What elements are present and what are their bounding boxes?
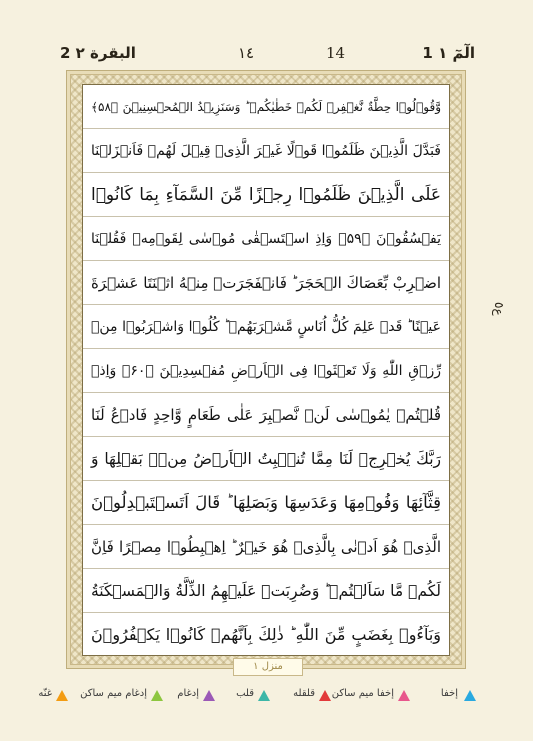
legend-label: إخفا xyxy=(440,688,458,699)
legend-label: قلب xyxy=(236,688,254,699)
legend-item xyxy=(165,686,219,708)
text-line: قُلۡتُمۡ يٰمُوۡسٰى لَنۡ نَّصۡبِرَ عَلٰى طَعَامٍ وَّاحِدٍ فَادۡعُ لَنَا xyxy=(83,393,449,437)
triangle-icon xyxy=(398,690,410,701)
triangle-icon xyxy=(56,690,68,701)
text-line: الَّذِىۡ هُوَ اَدۡنٰى بِالَّذِىۡ هُوَ خَيۡرٌ ؕ اِهۡبِطُوۡا مِصۡرًا فَاِنَّ xyxy=(83,525,449,569)
legend-item xyxy=(222,686,274,708)
legend-label: إخفا ميم ساكن xyxy=(331,688,394,699)
text-line: يَفۡسُقُوۡنَ ﴿۵۹﴾ وَاِذِ اسۡتَسۡقٰى مُوۡسٰى لِقَوۡمِهٖ فَقُلۡنَا xyxy=(83,217,449,261)
tajweed-legend xyxy=(0,686,533,708)
text-line: اضۡرِبْ بِّعَصَاكَ الۡحَجَرَ ؕ فَانۡفَجَرَتۡ مِنۡهُ اثۡنَتَا عَشۡرَةَ xyxy=(83,261,449,305)
legend-label: إدغام xyxy=(177,688,199,699)
text-line: رِّزۡقِ اللّٰهِ وَلَا تَعۡثَوۡا فِى الۡاَرۡضِ مُفۡسِدِيۡنَ ﴿۶۰﴾ وَاِذۡ xyxy=(83,349,449,393)
legend-item xyxy=(22,686,72,708)
juz-name: 1 الٓمٓ ١ xyxy=(422,44,475,62)
text-line: عَيۡنًا ؕ قَدۡ عَلِمَ كُلُّ اُنَاسٍ مَّشۡرَبَهُمۡ ؕ كُلُوۡا وَاشۡرَبُوۡا مِنۡ xyxy=(83,305,449,349)
triangle-icon xyxy=(464,690,476,701)
legend-item xyxy=(75,686,167,708)
legend-label: قلقله xyxy=(293,688,315,699)
legend-label: غنّه xyxy=(38,688,52,699)
text-line: عَلَى الَّذِيۡنَ ظَلَمُوۡا رِجۡزًا مِّنَ السَّمَآءِ بِمَا كَانُوۡا xyxy=(83,173,449,217)
legend-label: إدغام ميم ساكن xyxy=(80,688,147,699)
page-number-arabic: ١٤ xyxy=(238,44,255,62)
triangle-icon xyxy=(258,690,270,701)
text-line: فَبَدَّلَ الَّذِيۡنَ ظَلَمُوۡا قَوۡلًا غَيۡرَ الَّذِىۡ قِيۡلَ لَهُمۡ فَاَنۡزَلۡنَا xyxy=(83,129,449,173)
triangle-icon xyxy=(203,690,215,701)
legend-item xyxy=(275,686,335,708)
ruku-marker: ع٥ xyxy=(492,302,506,316)
surah-name: 2 البقرة ٢ xyxy=(60,44,136,62)
page-number: 14 xyxy=(326,44,346,62)
quran-text-panel xyxy=(82,84,450,656)
triangle-icon xyxy=(319,690,331,701)
manzil-marker: منزل ١ xyxy=(233,658,303,676)
text-line: رَبَّكَ يُخۡرِجۡ لَنَا مِمَّا تُنۡۢبِتُ الۡاَرۡضُ مِنۡۢ بَقۡلِهَا وَ xyxy=(83,437,449,481)
text-line: وَّقُوۡلُوۡا حِطَّةٌ نَّغۡفِرۡ لَكُمۡ خَطٰيٰكُمۡ ؕ وَسَنَزِيۡدُ الۡمُحۡسِنِيۡنَ ﴿۵۸﴾ xyxy=(83,85,449,129)
triangle-icon xyxy=(151,690,163,701)
legend-item xyxy=(326,686,414,708)
text-line: وَبَآءُوۡ بِغَضَبٍ مِّنَ اللّٰهِ ؕ ذٰلِكَ بِاَنَّهُمۡ كَانُوۡا يَكۡفُرُوۡنَ xyxy=(91,625,441,644)
page-header xyxy=(0,40,533,66)
text-line: قِثَّآئِهَا وَفُوۡمِهَا وَعَدَسِهَا وَبَصَلِهَا ؕ قَالَ اَتَسۡتَبۡدِلُوۡنَ xyxy=(83,481,449,525)
text-line: لَكُمۡ مَّا سَاَلۡتُمۡ ؕ وَضُرِبَتۡ عَلَيۡهِمُ الذِّلَّةُ وَالۡمَسۡكَنَةُ xyxy=(83,569,449,613)
